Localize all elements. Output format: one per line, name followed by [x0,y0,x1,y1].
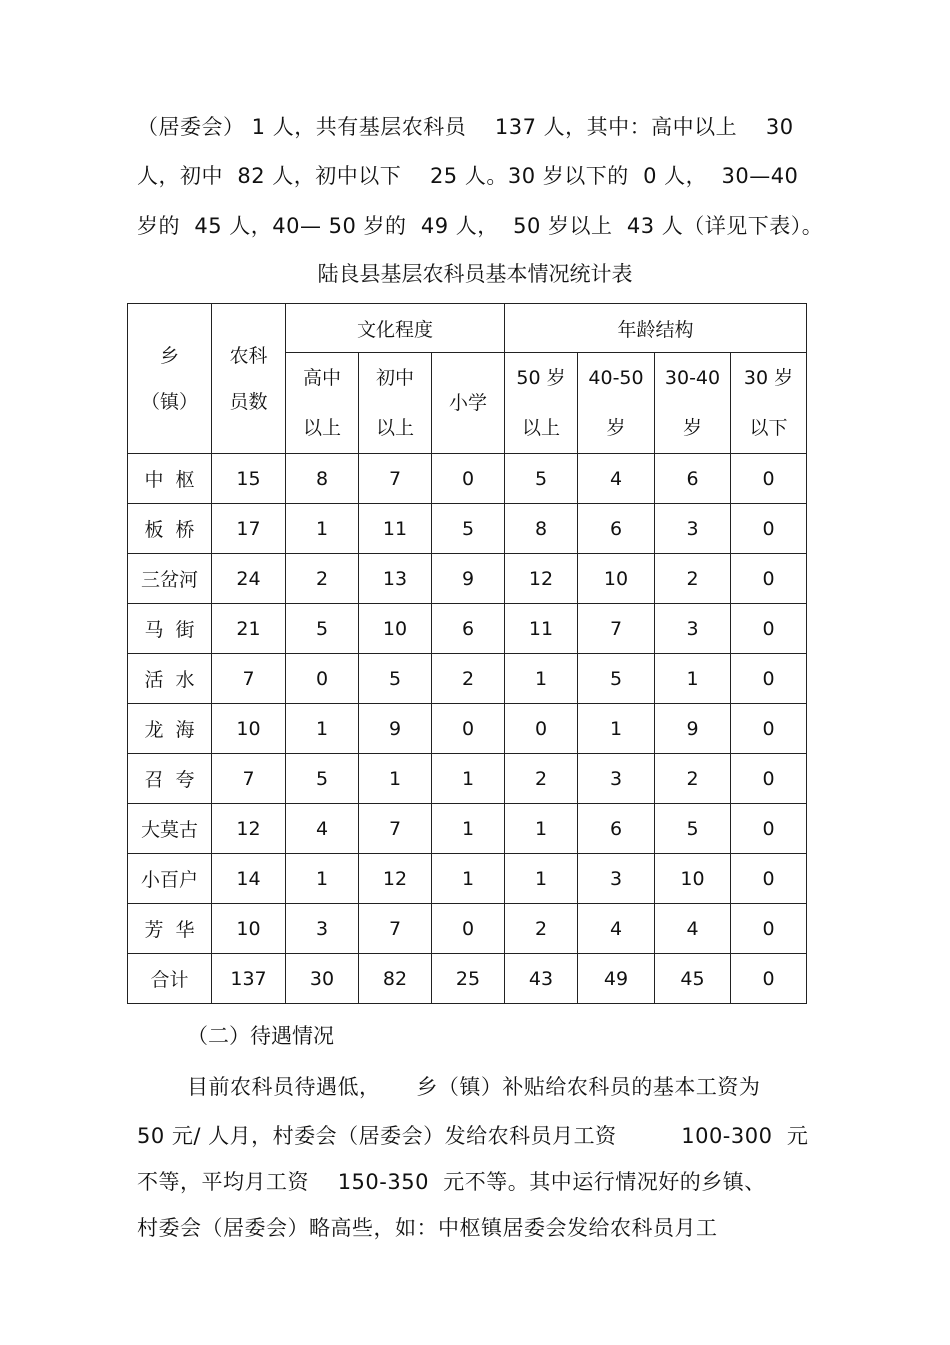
table-cell: 1 [578,704,655,754]
header-edu-mid [359,353,432,454]
table-cell: 7 [212,654,286,704]
town-name-cell: 召 夸 [128,754,212,804]
header-age-under-30-line-1: 30 岁 [743,367,794,389]
table-cell: 1 [286,854,359,904]
intro-line-3: 岁的 45 人，40— 50 岁的 49 人， 50 岁以上 43 人（详见下表）。 [137,214,824,238]
table-cell: 3 [578,754,655,804]
header-edu-mid-line-2: 以上 [375,417,414,439]
table-cell: 5 [578,654,655,704]
town-name-cell: 合计 [128,954,212,1004]
table-cell: 0 [731,704,807,754]
table-cell: 0 [731,654,807,704]
table-cell: 2 [505,904,578,954]
table-cell: 0 [731,554,807,604]
table-cell: 8 [505,504,578,554]
section-heading: （二）待遇情况 [187,1024,334,1048]
table-cell: 3 [578,854,655,904]
header-age-under-30-line-2: 以下 [749,417,788,439]
table-cell: 14 [212,854,286,904]
table-cell: 2 [432,654,505,704]
table-cell: 6 [432,604,505,654]
table-cell: 0 [432,454,505,504]
section-line-2: 50 元/ 人月，村委会（居委会）发给农科员月工资 100-300 元 [137,1124,809,1148]
table-cell: 11 [505,604,578,654]
table-cell: 3 [286,904,359,954]
table-cell: 7 [359,804,432,854]
table-cell: 9 [432,554,505,604]
table-cell: 1 [655,654,731,704]
header-age-40-50 [578,353,655,454]
header-age-30-40 [655,353,731,454]
section-line-4: 村委会（居委会）略高些，如：中枢镇居委会发给农科员月工 [137,1216,718,1240]
table-cell: 49 [578,954,655,1004]
table-cell: 12 [505,554,578,604]
table-header-row-1 [128,304,807,353]
section-line-3: 不等，平均月工资 150-350 元不等。其中运行情况好的乡镇、 [137,1170,766,1194]
table-cell: 7 [578,604,655,654]
intro-line-1: （居委会） 1 人，共有基层农科员 137 人，其中：高中以上 30 [137,115,794,139]
town-name-cell: 马 街 [128,604,212,654]
table-cell: 3 [655,504,731,554]
header-edu-primary: 小学 [432,353,505,454]
town-name-cell: 板 桥 [128,504,212,554]
table-total-row [128,954,807,1004]
town-name-cell: 三岔河 [128,554,212,604]
section-line-1: 目前农科员待遇低， 乡（镇）补贴给农科员的基本工资为 [187,1075,761,1099]
table-cell: 4 [286,804,359,854]
table-cell: 10 [578,554,655,604]
table-cell: 0 [731,904,807,954]
town-name-cell: 大莫古 [128,804,212,854]
table-row [128,654,807,704]
town-name-cell: 活 水 [128,654,212,704]
table-cell: 137 [212,954,286,1004]
table-cell: 2 [505,754,578,804]
table-cell: 5 [286,604,359,654]
table-cell: 5 [655,804,731,854]
table-cell: 0 [731,804,807,854]
table-cell: 4 [578,454,655,504]
table-cell: 6 [655,454,731,504]
header-age-group: 年龄结构 [505,304,807,353]
table-cell: 17 [212,504,286,554]
header-age-40-50-line-2: 岁 [606,417,626,439]
table-cell: 5 [505,454,578,504]
header-edu-high [286,353,359,454]
table-row [128,554,807,604]
table-cell: 6 [578,504,655,554]
table-cell: 1 [505,654,578,704]
town-name-cell: 中 枢 [128,454,212,504]
table-cell: 1 [432,754,505,804]
table-cell: 2 [286,554,359,604]
table-cell: 45 [655,954,731,1004]
table-cell: 1 [505,804,578,854]
table-cell: 2 [655,754,731,804]
header-count-line-2: 员数 [229,390,268,413]
table-cell: 1 [286,504,359,554]
table-row [128,804,807,854]
header-town-line-1: 乡 [159,344,179,367]
table-cell: 0 [731,504,807,554]
table-row [128,454,807,504]
table-cell: 11 [359,504,432,554]
table-cell: 5 [359,654,432,704]
table-cell: 15 [212,454,286,504]
table-cell: 7 [212,754,286,804]
table-row [128,754,807,804]
header-town-line-2: （镇） [140,390,198,413]
table-cell: 12 [359,854,432,904]
table-row [128,604,807,654]
table-cell: 0 [731,854,807,904]
table-row [128,704,807,754]
header-age-under-30 [731,353,807,454]
header-count-line-1: 农科 [229,344,268,367]
table-cell: 10 [212,904,286,954]
table-cell: 0 [432,704,505,754]
header-age-40-50-line-1: 40-50 [588,367,644,389]
statistics-table [127,303,807,1004]
table-cell: 0 [731,604,807,654]
table-cell: 10 [359,604,432,654]
table-cell: 2 [655,554,731,604]
header-age-50-plus [505,353,578,454]
town-name-cell: 龙 海 [128,704,212,754]
header-age-50-line-2: 以上 [521,417,560,439]
table-cell: 6 [578,804,655,854]
table-cell: 10 [655,854,731,904]
town-name-cell: 芳 华 [128,904,212,954]
table-cell: 0 [505,704,578,754]
table-cell: 1 [505,854,578,904]
header-edu-high-line-2: 以上 [302,417,341,439]
table-cell: 9 [655,704,731,754]
table-cell: 5 [286,754,359,804]
table-cell: 0 [731,954,807,1004]
header-age-30-40-line-1: 30-40 [664,367,721,389]
table-cell: 4 [655,904,731,954]
table-cell: 24 [212,554,286,604]
table-cell: 10 [212,704,286,754]
table-row [128,904,807,954]
table-cell: 1 [432,804,505,854]
table-cell: 7 [359,454,432,504]
table-cell: 13 [359,554,432,604]
table-cell: 8 [286,454,359,504]
table-cell: 4 [578,904,655,954]
header-age-30-40-line-2: 岁 [682,417,702,439]
table-cell: 25 [432,954,505,1004]
table-cell: 0 [731,754,807,804]
table-body [128,454,807,1004]
header-age-50-line-1: 50 岁 [516,367,566,389]
table-cell: 5 [432,504,505,554]
table-cell: 43 [505,954,578,1004]
table-title: 陆良县基层农科员基本情况统计表 [317,262,633,286]
header-count [212,304,286,454]
header-edu-high-line-1: 高中 [302,367,341,389]
table-cell: 82 [359,954,432,1004]
table-cell: 3 [655,604,731,654]
table-cell: 0 [286,654,359,704]
table-cell: 9 [359,704,432,754]
header-education-group: 文化程度 [286,304,505,353]
table-cell: 7 [359,904,432,954]
table-cell: 1 [432,854,505,904]
town-name-cell: 小百户 [128,854,212,904]
table-row [128,854,807,904]
table-cell: 12 [212,804,286,854]
table-cell: 1 [359,754,432,804]
intro-line-2: 人，初中 82 人，初中以下 25 人。30 岁以下的 0 人， 30—40 [137,164,799,188]
table-cell: 30 [286,954,359,1004]
table-cell: 0 [731,454,807,504]
header-town [128,304,212,454]
table-cell: 0 [432,904,505,954]
table-cell: 21 [212,604,286,654]
table-cell: 1 [286,704,359,754]
header-edu-mid-line-1: 初中 [375,367,414,389]
table-row [128,504,807,554]
